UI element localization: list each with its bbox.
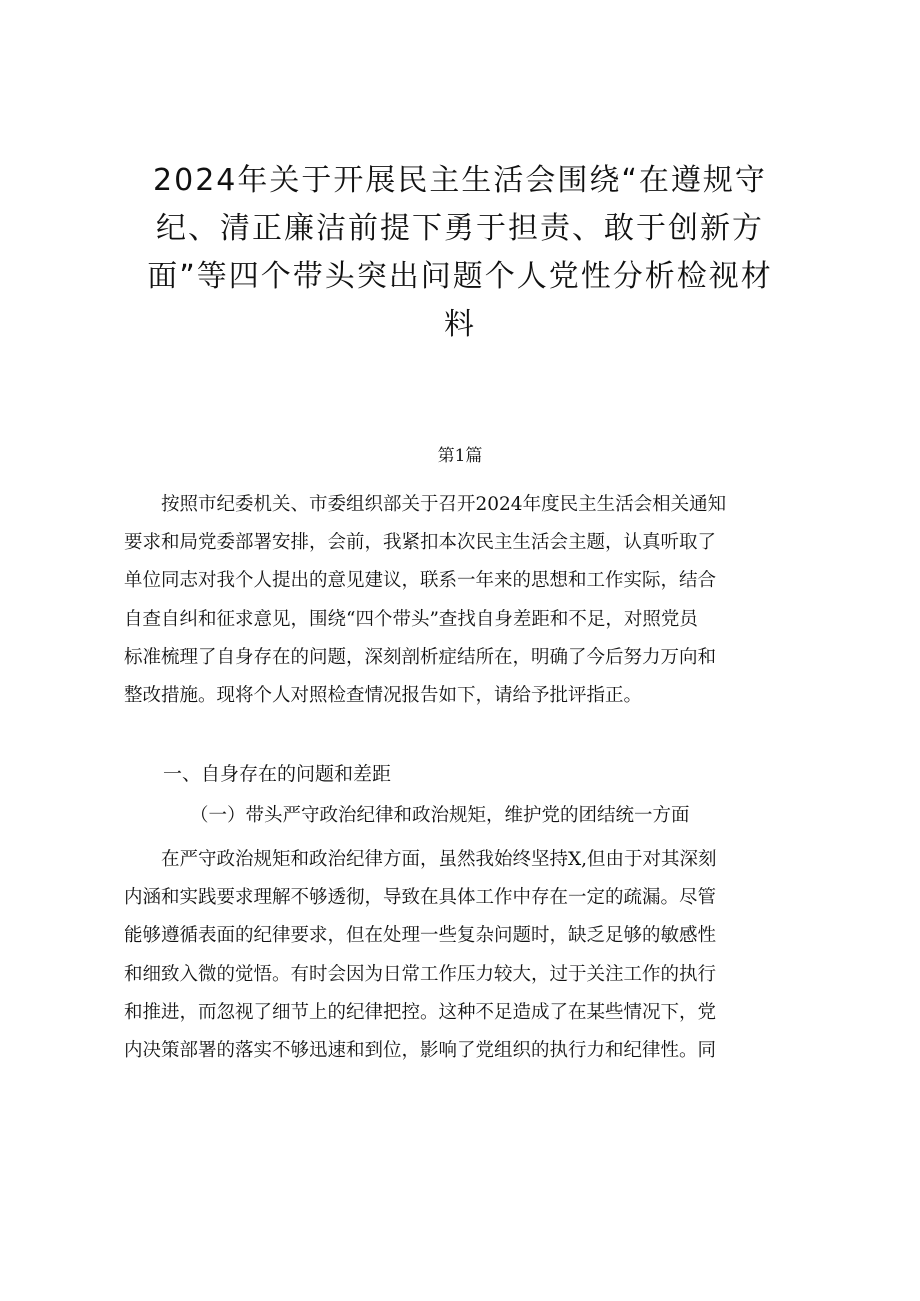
paragraph-line: 自查自纠和征求意见，围绕“四个带头”查找自身差距和不足，对照党员	[124, 608, 698, 630]
paragraph-line: 在严守政治规矩和政治纪律方面，虽然我始终坚持X,但由于对其深刻	[161, 849, 717, 870]
paragraph-line: 内决策部署的落实不够迅速和到位，影响了党组织的执行力和纪律性。同	[124, 1039, 717, 1061]
title-line: 纪、清正廉洁前提下勇于担责、敢于创新方	[156, 211, 764, 246]
paragraph-line: 整改措施。现将个人对照检查情况报告如下，请给予批评指正。	[124, 684, 643, 706]
intro-paragraph	[124, 486, 804, 715]
title-line: 料	[444, 307, 476, 342]
section-heading: 一、自身存在的问题和差距	[163, 763, 392, 785]
paragraph-line: 内涵和实践要求理解不够透彻，导致在具体工作中存在一定的疏漏。尽管	[124, 887, 717, 909]
title-line: 面”等四个带头突出问题个人党性分析检视材	[147, 259, 773, 294]
title-line: 2024年关于开展民主生活会围绕“在遵规守	[153, 163, 767, 198]
subsection-heading: （一）带头严守政治纪律和政治规矩，维护党的团结统一方面	[190, 805, 690, 826]
paragraph-line: 单位同志对我个人提出的意见建议，联系一年来的思想和工作实际，结合	[124, 570, 717, 592]
paragraph-line: 按照市纪委机关、市委组织部关于召开2024年度民主生活会相关通知	[161, 494, 727, 515]
paragraph-line: 能够遵循表面的纪律要求，但在处理一些复杂问题时，缺乏足够的敏感性	[124, 925, 717, 947]
article-number: 第1篇	[437, 446, 483, 466]
document-title	[110, 157, 810, 349]
paragraph-line: 和推进，而忽视了细节上的纪律把控。这种不足造成了在某些情况下，党	[124, 1001, 717, 1023]
body-paragraph	[124, 841, 804, 1070]
paragraph-line: 标准梳理了自身存在的问题，深刻剖析症结所在，明确了今后努力万向和	[124, 646, 717, 668]
paragraph-line: 和细致入微的觉悟。有时会因为日常工作压力较大，过于关注工作的执行	[124, 963, 717, 985]
paragraph-line: 要求和局党委部署安排，会前，我紧扣本次民主生活会主题，认真听取了	[124, 532, 717, 554]
